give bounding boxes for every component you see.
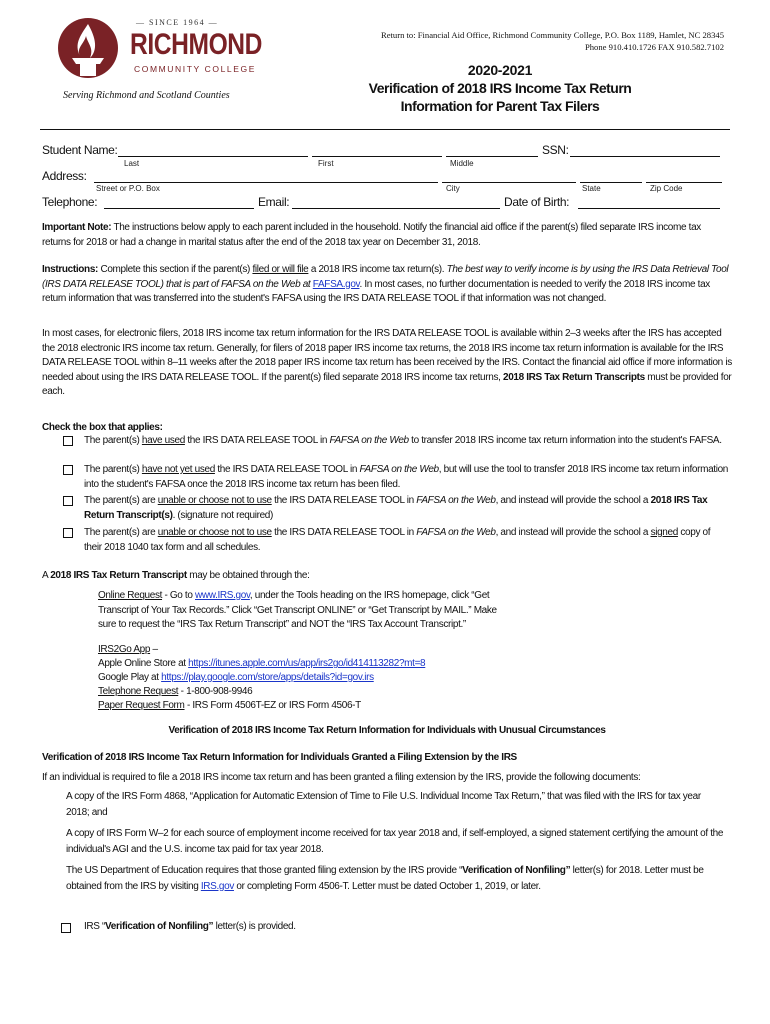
- online-a: - Go to: [162, 590, 196, 601]
- extension-subheading: Verification of 2018 IRS Income Tax Return Information for Individuals Granted a Filing Extension by the IRS: [42, 752, 517, 763]
- college-logo: [50, 14, 270, 84]
- o3-b: the IRS DATA RELEASE TOOL in: [271, 495, 417, 506]
- zip-field[interactable]: [646, 182, 722, 183]
- option-1-checkbox[interactable]: [63, 436, 73, 446]
- irs2go-dash: –: [150, 644, 158, 655]
- since-label: — SINCE 1964 —: [136, 18, 219, 27]
- instructions-underline-1: filed or will file: [252, 264, 309, 275]
- irs-gov-link[interactable]: www.IRS.gov: [195, 590, 250, 601]
- apple-a: Apple Online Store at: [98, 658, 189, 669]
- o4-u2: signed: [650, 527, 678, 538]
- o4-d: copy of their 2018 1040 tax form and all schedules.: [84, 527, 711, 553]
- paragraph-2: [42, 327, 732, 400]
- student-name-label: Student Name:: [42, 143, 118, 157]
- ti-b: may be obtained through the:: [186, 570, 310, 581]
- street-label: Street or P.O. Box: [96, 184, 160, 193]
- irs2go-app: [98, 643, 158, 658]
- o4-c: , and instead will provide the school a: [495, 527, 651, 538]
- ssn-label: SSN:: [542, 143, 569, 157]
- o2-i: FAFSA on the Web: [359, 464, 439, 475]
- o2-a: The parent(s): [84, 464, 142, 475]
- google-play-link[interactable]: https://play.google.com/store/apps/details?id=gov.irs: [161, 672, 374, 683]
- middle-name-field[interactable]: [446, 156, 538, 157]
- dob-field[interactable]: [578, 208, 720, 209]
- tagline: Serving Richmond and Scotland Counties: [63, 90, 230, 101]
- option-4-text: [84, 526, 730, 555]
- form-title-2: Information for Parent Tax Filers: [400, 98, 600, 114]
- online-request-label: Online Request: [98, 590, 163, 601]
- city-label: City: [446, 184, 460, 193]
- o4-a: The parent(s) are: [84, 527, 158, 538]
- o1-c: to transfer 2018 IRS income tax return information into the student's FAFSA.: [408, 435, 722, 446]
- o1-b: the IRS DATA RELEASE TOOL in: [184, 435, 330, 446]
- o3-a: The parent(s) are: [84, 495, 158, 506]
- form-title-1: Verification of 2018 IRS Income Tax Return: [368, 80, 632, 96]
- option-1-text: [84, 434, 730, 449]
- o1-a: The parent(s): [84, 435, 142, 446]
- option-4-checkbox[interactable]: [63, 528, 73, 538]
- middle-label: Middle: [450, 159, 474, 168]
- instructions-italic: The best way to verify income is by using the IRS Data Retrieval Tool (IRS DATA RELEASE TOOL) that is part of FAFSA on the Web at: [42, 264, 729, 290]
- important-note-label: Important Note:: [42, 222, 112, 233]
- instructions: [42, 263, 732, 307]
- option-3-checkbox[interactable]: [63, 496, 73, 506]
- final-a: IRS “: [84, 921, 106, 932]
- dob-label: Date of Birth:: [504, 195, 570, 209]
- o3-c: , and instead will provide the school a: [495, 495, 651, 506]
- item3-c: or completing Form 4506-T. Letter must be dated October 1, 2019, or later.: [233, 880, 541, 892]
- extension-item-1: A copy of the IRS Form 4868, “Application for Automatic Extension of Time to File U.S. Individual Income Tax Return,” that was filed with the IRS for tax year 2018; and: [66, 791, 701, 818]
- option-2-checkbox[interactable]: [63, 465, 73, 475]
- o3-u: unable or choose not to use: [157, 495, 272, 506]
- first-label: First: [318, 159, 334, 168]
- instructions-text-3: . In most cases, no further documentation is needed to verify the 2018 IRS income tax return information that was transferred into the student's FAFSA using the IRS DATA RELEASE TOOL if that information was not changed.: [42, 278, 710, 304]
- header-divider: [40, 129, 730, 130]
- irs-gov-link-2[interactable]: IRS.gov: [200, 880, 234, 892]
- item3-a: The US Department of Education requires that those granted filing extension by the IRS provide “: [66, 865, 463, 876]
- instructions-text-2: a 2018 IRS income tax return(s).: [308, 264, 447, 275]
- telephone-request-label: Telephone Request: [98, 686, 179, 697]
- transcript-intro: [42, 569, 732, 584]
- college-subname: COMMUNITY COLLEGE: [134, 64, 256, 74]
- state-label: State: [582, 184, 601, 193]
- o3-i: FAFSA on the Web: [416, 495, 496, 506]
- telephone-request: [98, 685, 252, 700]
- o4-u: unable or choose not to use: [157, 527, 272, 538]
- email-field[interactable]: [292, 208, 500, 209]
- nonfiling-checkbox[interactable]: [61, 923, 71, 933]
- check-heading: Check the box that applies:: [42, 422, 163, 433]
- o1-i: FAFSA on the Web: [329, 435, 409, 446]
- o3-bold: 2018 IRS Tax Return Transcript(s): [84, 495, 708, 521]
- option-3-text: [84, 494, 730, 523]
- nonfiling-text: [84, 920, 296, 935]
- extension-item-2: A copy of IRS Form W–2 for each source of employment income received for tax year 2018 and, if self-employed, a signed statement certifying the amount of the individual's AGI and the U.S. income tax paid for tax year 2018.: [66, 828, 724, 855]
- ti-bold: 2018 IRS Tax Return Transcript: [50, 570, 187, 581]
- city-field[interactable]: [442, 182, 576, 183]
- street-field[interactable]: [94, 182, 438, 183]
- last-name-field[interactable]: [118, 156, 308, 157]
- paragraph-2-bold: 2018 IRS Tax Return Transcripts: [502, 371, 645, 383]
- item3-bold: Verification of Nonfiling”: [462, 865, 571, 876]
- state-field[interactable]: [580, 182, 642, 183]
- important-note-text: The instructions below apply to each parent included in the household. Notify the financial aid office if the parent(s) filed separate IRS income tax returns for 2018 or had a change in marital status after the end of the 2018 tax year on December 31, 2018.: [42, 222, 701, 248]
- o2-c: , but will use the tool to transfer 2018 IRS income tax return information into the student's FAFSA once the 2018 IRS income tax return has been filed.: [84, 464, 729, 490]
- online-request: [98, 589, 503, 633]
- zip-label: Zip Code: [650, 184, 683, 193]
- ssn-field[interactable]: [570, 156, 720, 157]
- paragraph-2-tail: must be provided for each.: [42, 371, 732, 397]
- google-a: Google Play at: [98, 672, 162, 683]
- o1-u: have used: [141, 435, 185, 446]
- instructions-text-1: Complete this section if the parent(s): [98, 264, 253, 275]
- form-year: 2020-2021: [467, 62, 533, 78]
- return-address: Return to: Financial Aid Office, Richmond Community College, P.O. Box 1189, Hamlet, NC 28345: [380, 30, 724, 40]
- paper-request: [98, 699, 361, 714]
- unusual-heading: Verification of 2018 IRS Income Tax Return Information for Individuals with Unusual Circumstances: [168, 725, 606, 736]
- item3-b: letter(s) for 2018. Letter must be obtained from the IRS by visiting: [66, 865, 704, 892]
- extension-item-3: [66, 863, 726, 894]
- flame-torch-icon: [50, 14, 130, 80]
- o3-d: . (signature not required): [172, 509, 273, 521]
- address-label: Address:: [42, 169, 87, 183]
- telephone-field[interactable]: [104, 208, 254, 209]
- telephone-request-number: - 1-800-908-9946: [178, 686, 253, 697]
- irs2go-label: IRS2Go App: [98, 644, 151, 655]
- email-label: Email:: [258, 195, 290, 209]
- option-2-text: [84, 463, 730, 492]
- apple-store: [98, 657, 425, 672]
- paragraph-2-text: In most cases, for electronic filers, 2018 IRS income tax return information for the IRS DATA RELEASE TOOL is available within 2–3 weeks after the IRS has accepted the 2018 electronic IRS income tax return. Generally, for filers of 2018 paper IRS income tax returns, the 2018 IRS income tax return information is available for the IRS DATA RELEASE TOOL within 8–11 weeks after the 2018 paper IRS income tax return has been received by the IRS. Contact the financial aid office if more information is needed about using the IRS DATA RELEASE TOOL. If the parent(s) filed separate 2018 IRS income tax returns,: [42, 328, 732, 383]
- last-label: Last: [124, 159, 140, 168]
- extension-intro: If an individual is required to file a 2018 IRS income tax return and has been granted a filing extension by the IRS, provide the following documents:: [42, 772, 641, 783]
- phone-fax: Phone 910.410.1726 FAX 910.582.7102: [584, 42, 724, 52]
- o4-b: the IRS DATA RELEASE TOOL in: [271, 527, 417, 538]
- apple-store-link[interactable]: https://itunes.apple.com/us/app/irs2go/id414113282?mt=8: [188, 658, 426, 669]
- ti-a: A: [42, 570, 51, 581]
- online-b: , under the Tools heading on the IRS homepage, click “Get Transcript of Your Tax Records.” Click “Get Transcript ONLINE” or “Get Transcript by MAIL.” Make sure to request the “IRS Tax Return Transcript” and NOT the “IRS Tax Account Transcript.”: [98, 590, 497, 630]
- telephone-label: Telephone:: [42, 195, 98, 209]
- final-b: letter(s) is provided.: [213, 921, 296, 932]
- o2-b: the IRS DATA RELEASE TOOL in: [214, 464, 360, 475]
- final-bold: Verification of Nonfiling”: [105, 921, 214, 932]
- paper-request-text: - IRS Form 4506T-EZ or IRS Form 4506-T: [184, 700, 361, 711]
- paper-request-label: Paper Request Form: [98, 700, 185, 711]
- important-note: [42, 221, 732, 250]
- first-name-field[interactable]: [312, 156, 442, 157]
- o4-i: FAFSA on the Web: [416, 527, 496, 538]
- instructions-label: Instructions:: [42, 264, 99, 275]
- college-name: RICHMOND: [130, 28, 263, 61]
- fafsa-link[interactable]: FAFSA.gov: [312, 278, 360, 290]
- o2-u: have not yet used: [141, 464, 215, 475]
- google-play: [98, 671, 374, 686]
